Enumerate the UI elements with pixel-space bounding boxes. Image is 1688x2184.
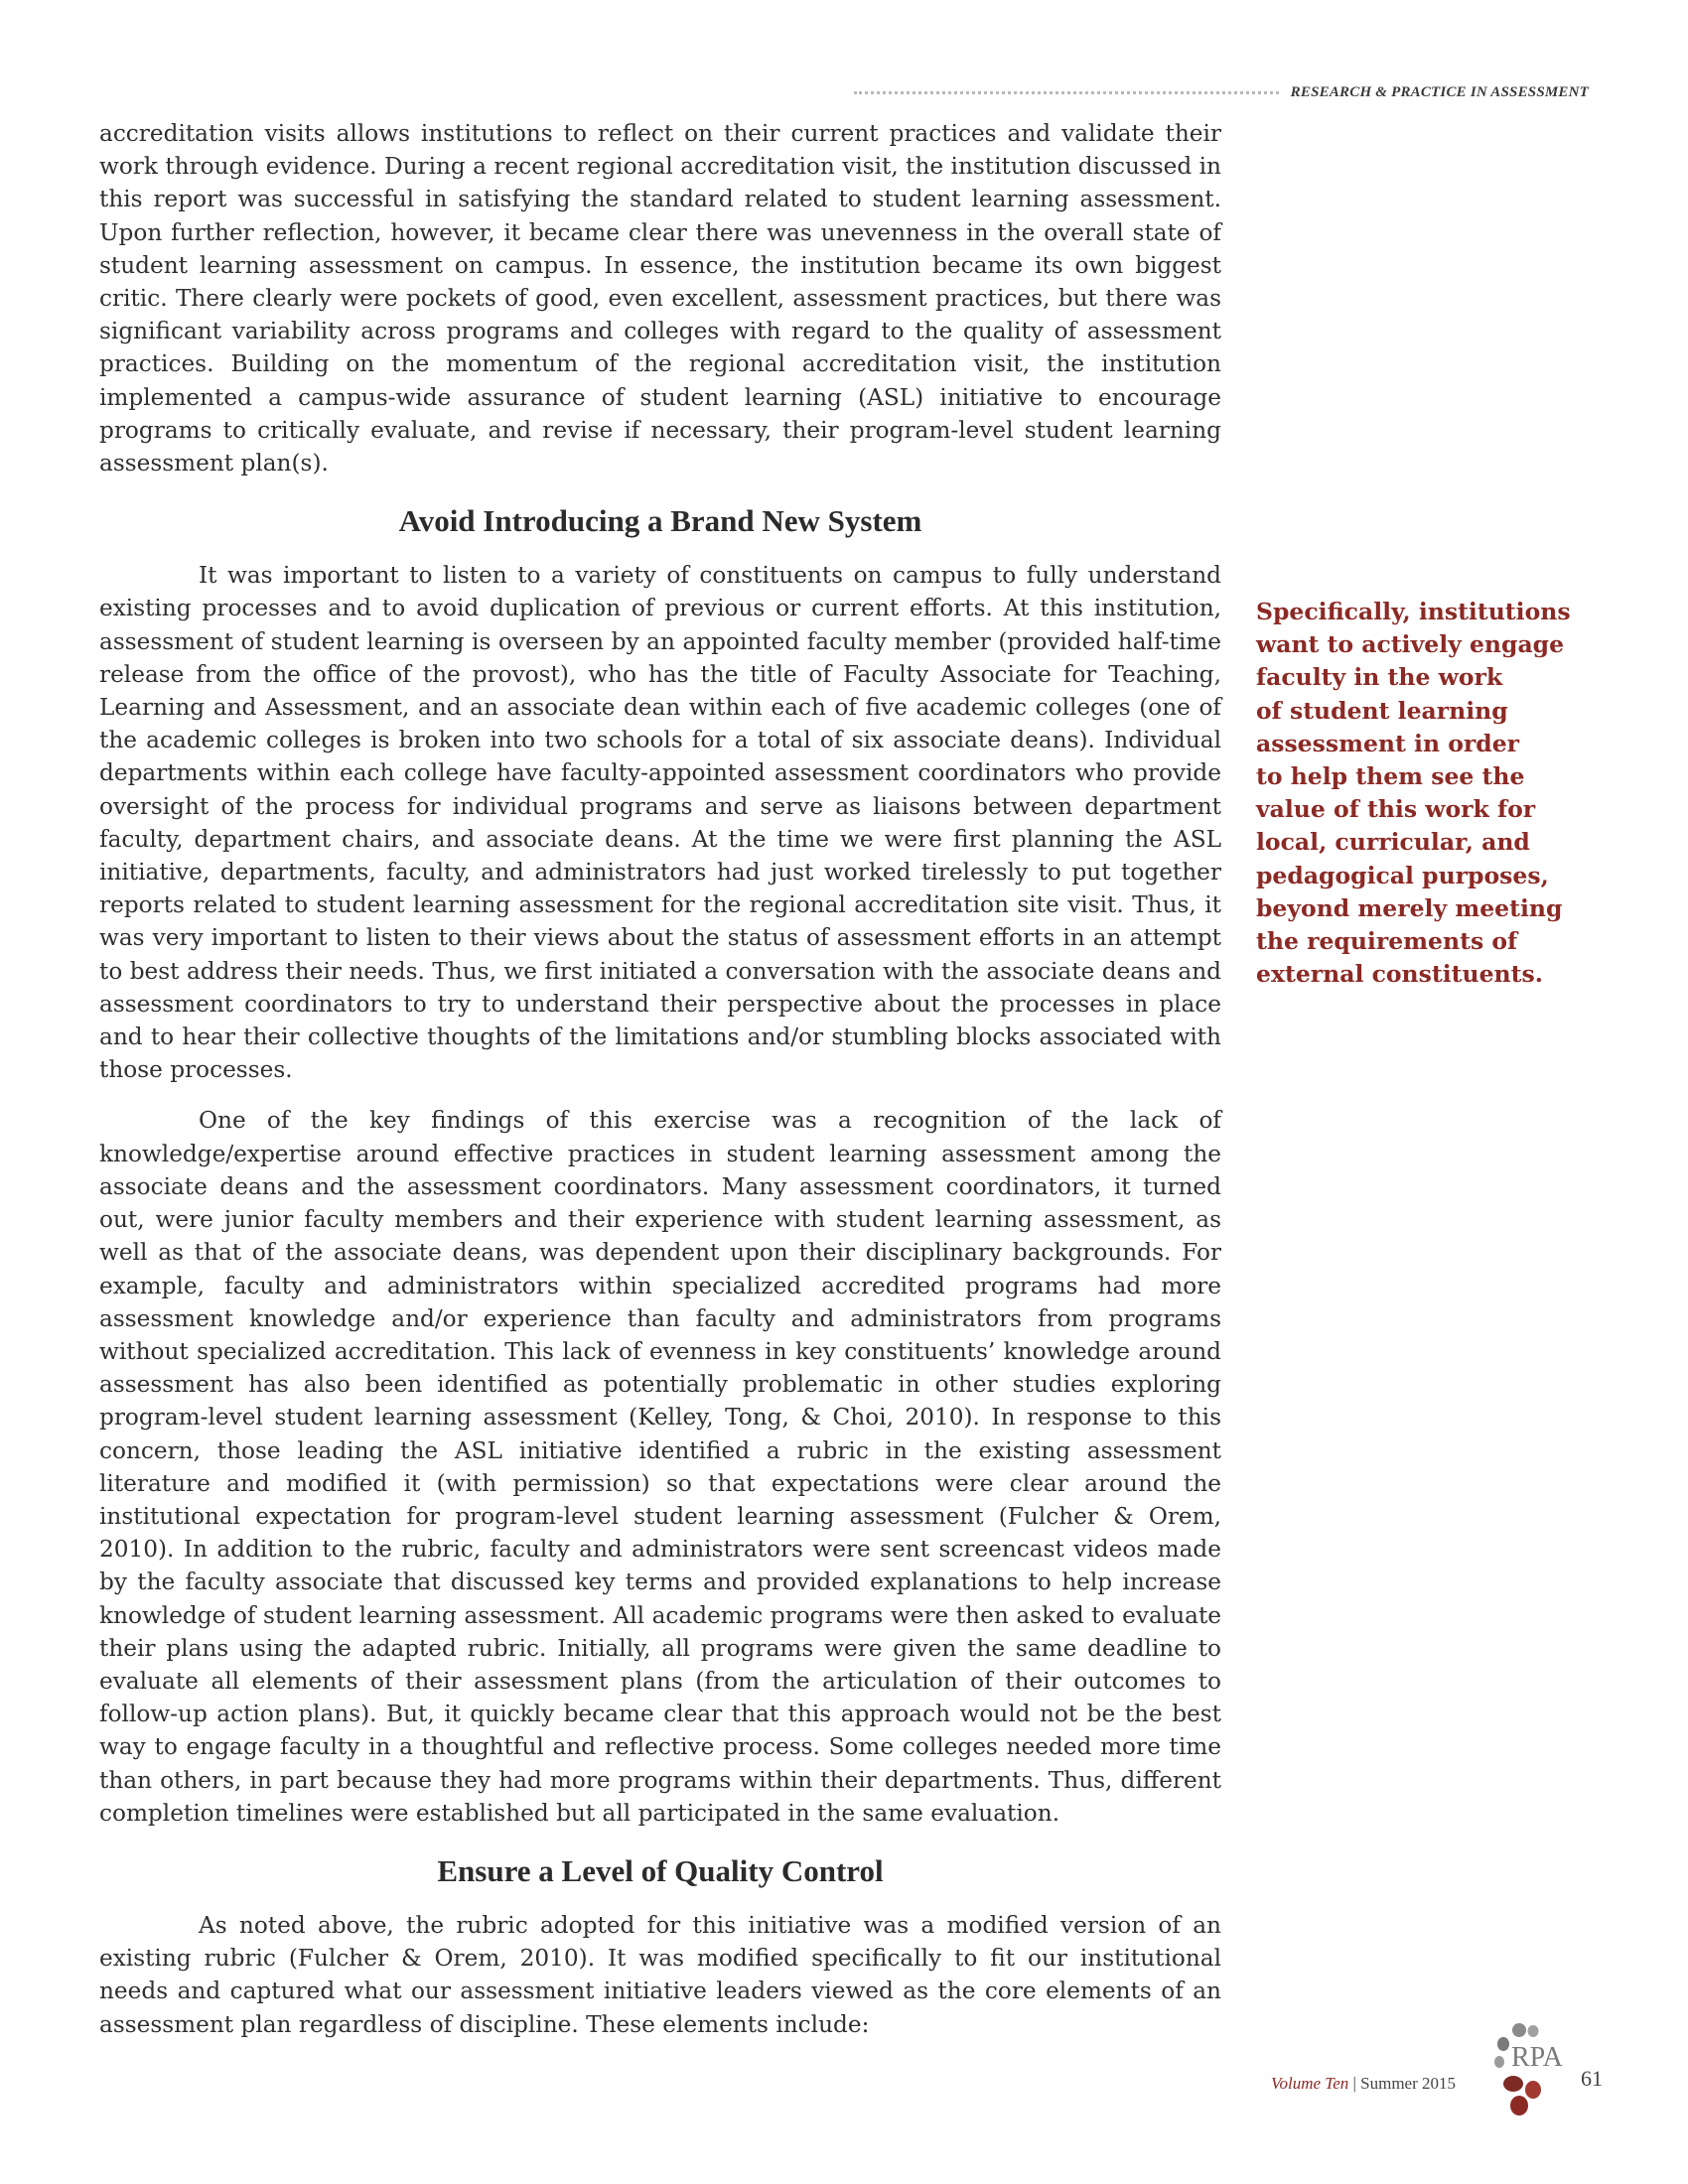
section-heading-quality-control: Ensure a Level of Quality Control: [437, 1852, 884, 1888]
section-heading-avoid-new-system: Avoid Introducing a Brand New System: [398, 503, 922, 539]
paragraph-1: accreditation visits allows institutions to reflect on their current practices and validate their work through evidence. During a recent regional accreditation visit, the institution discussed in this report was successful in satisfying the standard related to student learning assessment. Upon further reflection, however, it became clear there was unevenness in the overall state of student learning assessment on campus. In essence, the institution became its own biggest critic. There clearly were pockets of good, even excellent, assessment practices, but there was significant variability across programs and colleges with regard to the quality of assessment practices. Building on the momentum of the regional accreditation visit, the institution implemented a campus-wide assurance of student learning (ASL) initiative to encourage programs to critically evaluate, and revise if necessary, their program-level student learning assessment plan(s).: [99, 120, 1221, 478]
pull-quote: Specifically, institutions want to actively engage faculty in the work of student learning assessment in order to help them see the value of this work for local, curricular, and pedagogical purposes, beyond merely meeting the requirements of external constituents.: [1256, 598, 1571, 989]
page-number: 61: [1581, 2066, 1603, 2091]
paragraph-3: One of the key findings of this exercise was a recognition of the lack of knowledge/expertise around effective practices in student learning assessment among the associate deans and the assessment coordinators. Many assessment coordinators, it turned out, were junior faculty members and their experience with student learning assessment, as well as that of the associate deans, was dependent upon their disciplinary backgrounds. For example, faculty and administrators within specialized accredited programs had more assessment knowledge and/or experience than faculty and administrators from programs without specialized accreditation. This lack of evenness in key constituents’ knowledge around assessment has also been identified as potentially problematic in other studies exploring program-level student learning assessment (Kelley, Tong, & Choi, 2010). In response to this concern, those leading the ASL initiative identified a rubric in the existing assessment literature and modified it (with permission) so that expectations were clear around the institutional expectation for program-level student learning assessment (Fulcher & Orem, 2010). In addition to the rubric, faculty and administrators were sent screencast videos made by the faculty associate that discussed key terms and provided explanations to help increase knowledge of student learning assessment. All academic programs were then asked to evaluate their plans using the adapted rubric. Initially, all programs were given the same deadline to evaluate all elements of their assessment plans (from the articulation of their outcomes to follow-up action plans). But, it quickly became clear that this approach would not be the best way to engage faculty in a thoughtful and reflective process. Some colleges needed more time than others, in part because they had more programs within their departments. Thus, different completion timelines were established but all participated in the same evaluation.: [99, 1107, 1221, 1827]
logo-text: RPA: [1511, 2042, 1563, 2073]
main-column: [99, 117, 1221, 2041]
season-label: Summer 2015: [1360, 2074, 1457, 2093]
running-title: RESEARCH & PRACTICE IN ASSESSMENT: [1290, 83, 1589, 100]
running-header: [854, 77, 1589, 107]
paragraph-4: As noted above, the rubric adopted for this initiative was a modified version of an existing rubric (Fulcher & Orem, 2010). It was modified specifically to fit our institutional needs and captured what our assessment initiative leaders viewed as the core elements of an assessment plan regardless of discipline. These elements include:: [99, 1911, 1221, 2038]
volume-info: [1271, 2074, 1456, 2094]
rpa-logo-icon: [1489, 2020, 1565, 2119]
volume-label: Volume Ten: [1271, 2074, 1349, 2093]
page-footer: [1271, 2020, 1618, 2119]
header-dotted-rule: [854, 91, 1279, 94]
paragraph-2: It was important to listen to a variety of constituents on campus to fully understand existing processes and to avoid duplication of previous or current efforts. At this institution, assessment of student learning is overseen by an appointed faculty member (provided half-time release from the office of the provost), who has the title of Faculty Associate for Teaching, Learning and Assessment, and an associate dean within each of five academic colleges (one of the academic colleges is broken into two schools for a total of six associate deans). Individual departments within each college have faculty-appointed assessment coordinators who provide oversight of the process for individual programs and serve as liaisons between department faculty, department chairs, and associate deans. At the time we were first planning the ASL initiative, departments, faculty, and administrators had just worked tirelessly to put together reports related to student learning assessment for the regional accreditation site visit. Thus, it was very important to listen to their views about the status of assessment efforts in an attempt to best address their needs. Thus, we first initiated a conversation with the associate deans and assessment coordinators to try to understand their perspective about the processes in place and to hear their collective thoughts of the limitations and/or stumbling blocks associated with those processes.: [99, 562, 1221, 1084]
footer-separator: |: [1348, 2074, 1361, 2093]
